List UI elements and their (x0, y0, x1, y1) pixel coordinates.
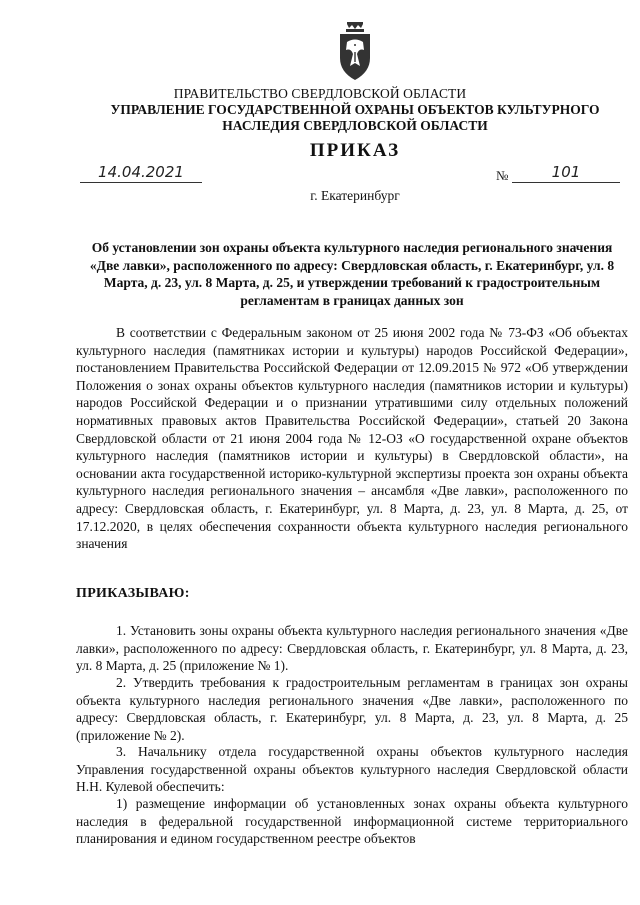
government-name: ПРАВИТЕЛЬСТВО СВЕРДЛОВСКОЙ ОБЛАСТИ (173, 86, 467, 101)
order-word: ПРИКАЗЫВАЮ: (76, 586, 190, 601)
clause-1: 1. Установить зоны охраны объекта культурного наследия регионального значения «Две лавки», расположенного по адресу: Свердловская область, г. Екатеринбург, ул. 8 Марта, д. 23, ул. 8 Марта, д. 25 (приложение № 1). (76, 623, 628, 674)
clause-3-1: 1) размещение информации об установленных зонах охраны объекта культурного наследия в федеральной государственной информационной системе территориального планирования и едином государственном реестре объектов (76, 796, 628, 847)
document-type: ПРИКАЗ (309, 140, 401, 161)
city: г. Екатеринбург (310, 188, 400, 203)
number-sign: № (496, 168, 509, 183)
clause-2: 2. Утвердить требования к градостроительным регламентам в границах зон охраны объекта культурного наследия регионального значения «Две лавки», расположенного по адресу: Свердловская область, г. Екатеринбург, ул. 8 Марта, д. 23, ул. 8 Марта, д. 25 (приложение № 2). (76, 675, 628, 743)
department-name: УПРАВЛЕНИЕ ГОСУДАРСТВЕННОЙ ОХРАНЫ ОБЪЕКТОВ КУЛЬТУРНОГО НАСЛЕДИЯ СВЕРДЛОВСКОЙ ОБЛАСТИ (110, 102, 600, 133)
clause-3: 3. Начальнику отдела государственной охраны объектов культурного наследия Управления государственной охраны объектов культурного наследия Свердловской области Н.Н. Кулевой обеспечить: (76, 744, 628, 795)
preamble-paragraph: В соответствии с Федеральным законом от 25 июня 2002 года № 73-ФЗ «Об объектах культурного наследия (памятниках истории и культуры) народов Российской Федерации», постановлением Правительства Российской Федерации от 12.09.2015 № 972 «Об утверждении Положения о зонах охраны объектов культурного наследия (памятников истории и культуры) народов Российской Федерации и о признании утратившими силу отдельных положений нормативных правовых актов Правительства Российской Федерации», статьей 20 Закона Свердловской области от 21 июня 2004 года № 12-ОЗ «О государственной охране объектов культурного наследия (памятников истории и культуры) в Свердловской области», на основании акта государственной историко-культурной экспертизы проекта зон охраны объекта культурного наследия регионального значения – ансамбля «Две лавки», расположенного по адресу: Свердловская область, г. Екатеринбург, ул. 8 Марта, д. 23, ул. 8 Марта, д. 25, от 17.12.2020, в целях обеспечения сохранности объекта культурного наследия регионального значения (76, 325, 628, 552)
document-number: 101 (512, 163, 620, 183)
document-date: 14.04.2021 (80, 163, 202, 183)
document-title: Об установлении зон охраны объекта культурного наследия регионального значения «Две лавки», расположенного по адресу: Свердловская область, г. Екатеринбург, ул. 8 Марта, д. 23, ул. 8 Марта, д. 25, и утверждении требований к градостроительным регламентам в границах данных зон (89, 240, 615, 308)
coat-of-arms-icon (335, 20, 375, 82)
